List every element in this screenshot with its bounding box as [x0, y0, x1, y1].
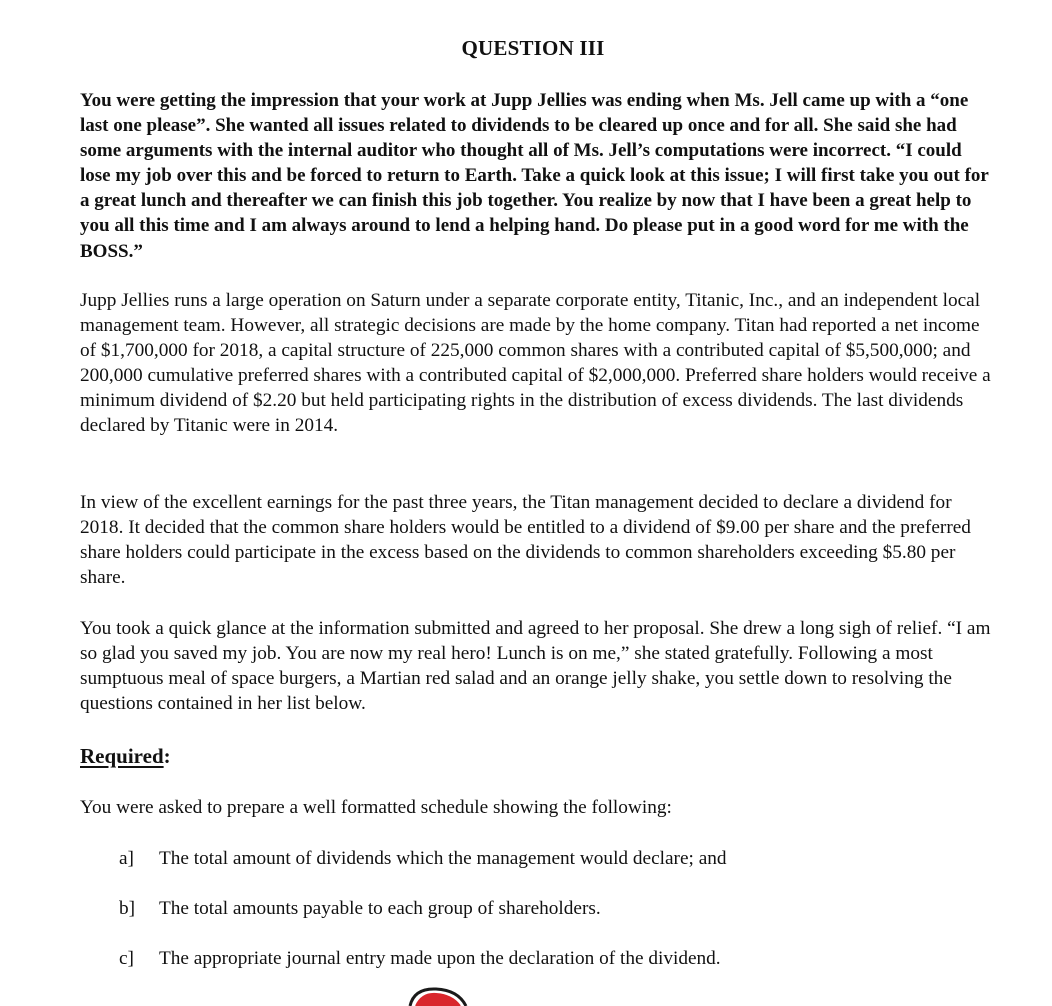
page-title: QUESTION III: [461, 36, 605, 60]
required-colon: :: [163, 744, 171, 768]
list-item: [119, 946, 721, 972]
list-item-text: The total amount of dividends which the management would declare; and: [159, 848, 727, 869]
dividend-policy-paragraph: In view of the excellent earnings for the past three years, the Titan management decided to declare a dividend for 2018. It decided that the common share holders would be entitled to a dividend of $9.00 per share and the preferred share holders could participate in the excess based on the dividends to common shareholders exceeding $5.80 per share.: [80, 492, 971, 589]
list-item-text: The total amounts payable to each group of shareholders.: [159, 898, 601, 919]
list-item: [119, 896, 601, 922]
list-item-text: The appropriate journal entry made upon the declaration of the dividend.: [159, 948, 721, 969]
intro-paragraph: You were getting the impression that your work at Jupp Jellies was ending when Ms. Jell came up with a “one last one please”. She wanted all issues related to dividends to be cleared up once and for all. She said she had some arguments with the internal auditor who thought all of Ms. Jell’s computations were incorrect. “I could lose my job over this and be forced to return to Earth. Take a quick look at this issue; I will first take you out for a great lunch and thereafter we can finish this job together. You realize by now that I have been a great help to you all this time and I am always around to lend a helping hand. Do please put in a good word for me with the BOSS.”: [80, 90, 989, 262]
list-marker: a]: [119, 848, 134, 869]
cartoon-graphic-icon: [402, 986, 472, 1006]
required-heading: [80, 742, 171, 770]
list-item: [119, 846, 727, 872]
list-marker: b]: [119, 898, 136, 919]
lunch-paragraph: You took a quick glance at the information submitted and agreed to her proposal. She drew a long sigh of relief. “I am so glad you saved my job. You are now my real hero! Lunch is on me,” she stated gratefully. Following a most sumptuous meal of space burgers, a Martian red salad and an orange jelly shake, you settle down to resolving the questions contained in her list below.: [80, 618, 991, 715]
list-marker: c]: [119, 948, 134, 969]
background-paragraph: Jupp Jellies runs a large operation on Saturn under a separate corporate entity, Titanic, Inc., and an independent local management team. However, all strategic decisions are made by the home company. Titan had reported a net income of $1,700,000 for 2018, a capital structure of 225,000 common shares with a contributed capital of $5,500,000; and 200,000 cumulative preferred shares with a contributed capital of $2,000,000. Preferred share holders would receive a minimum dividend of $2.20 but held participating rights in the distribution of excess dividends. The last dividends declared by Titanic were in 2014.: [80, 290, 991, 437]
required-label: Required: [80, 744, 164, 768]
requirements-intro: You were asked to prepare a well formatted schedule showing the following:: [80, 797, 672, 818]
